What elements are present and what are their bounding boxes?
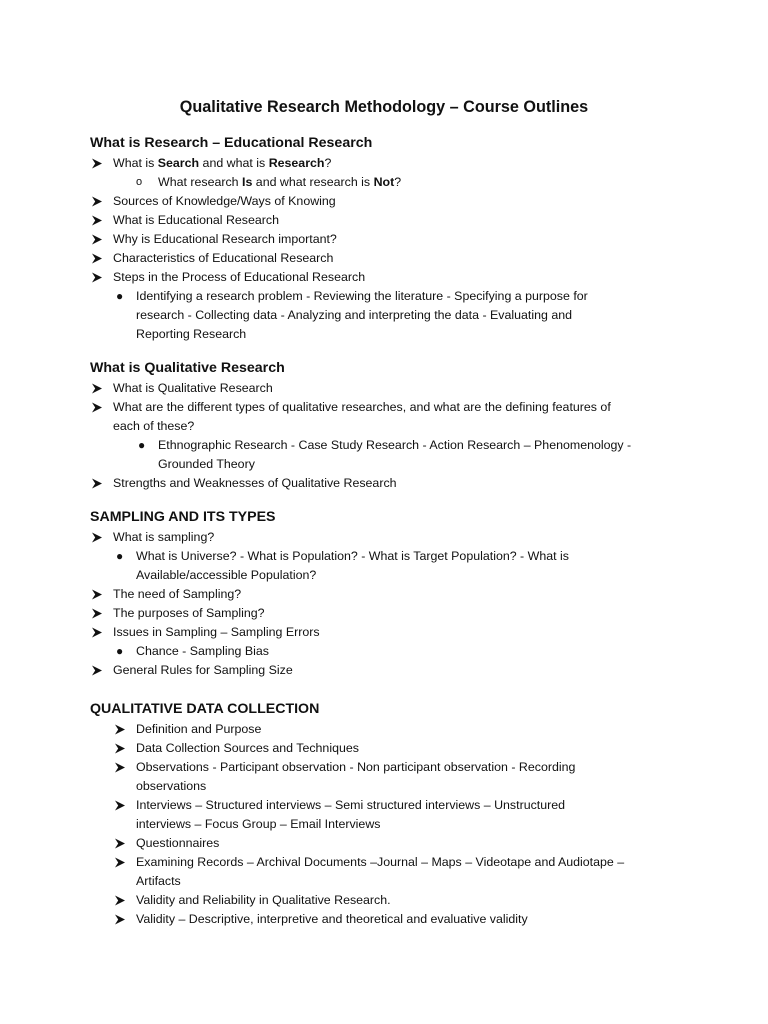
list-item: Interviews – Structured interviews – Semi structured interviews – Unstructured interviews – Focus Group – Email Interviews: [0, 796, 768, 834]
list-item: ● Identifying a research problem - Reviewing the literature - Specifying a purpose for research - Collecting data - Analyzing and interpreting the data - Evaluating and Reporting Research: [116, 289, 588, 341]
list-item: The need of Sampling?: [0, 585, 768, 604]
section-heading-sampling: SAMPLING AND ITS TYPES: [90, 509, 276, 525]
section-heading-research: What is Research – Educational Research: [90, 135, 373, 151]
arrowhead-bullet-icon: [114, 853, 126, 872]
research-list: [0, 154, 768, 344]
section-data-collection: [0, 699, 768, 929]
list-item: What is Search and what is Research?: [0, 154, 768, 173]
list-item: Examining Records – Archival Documents –Journal – Maps – Videotape and Audiotape – Artifacts: [0, 853, 768, 891]
list-item: Strengths and Weaknesses of Qualitative Research: [0, 474, 768, 493]
arrowhead-bullet-icon: [114, 739, 126, 758]
arrowhead-bullet-icon: [91, 661, 103, 680]
section-what-is-research: [0, 133, 768, 344]
round-bullet-icon: ●: [116, 644, 124, 658]
arrowhead-bullet-icon: [91, 379, 103, 398]
arrowhead-bullet-icon: [91, 192, 103, 211]
list-item: Sources of Knowledge/Ways of Knowing: [0, 192, 768, 211]
section-heading-qualitative: What is Qualitative Research: [90, 360, 285, 376]
list-item: ● Ethnographic Research - Case Study Research - Action Research – Phenomenology - Grounded Theory: [138, 438, 632, 471]
arrowhead-bullet-icon: [91, 211, 103, 230]
arrowhead-bullet-icon: [91, 249, 103, 268]
list-item: What is Educational Research: [0, 211, 768, 230]
hollow-circle-bullet-icon: o: [136, 176, 143, 188]
list-item: Characteristics of Educational Research: [0, 249, 768, 268]
section-heading-collection: QUALITATIVE DATA COLLECTION: [90, 701, 320, 717]
list-item: Issues in Sampling – Sampling Errors: [0, 623, 768, 642]
list-item: Steps in the Process of Educational Research: [0, 268, 768, 287]
list-item: What is Qualitative Research: [0, 379, 768, 398]
arrowhead-bullet-icon: [114, 834, 126, 853]
round-bullet-icon: ●: [116, 289, 124, 303]
arrowhead-bullet-icon: [114, 910, 126, 929]
round-bullet-icon: ●: [116, 549, 124, 563]
arrowhead-bullet-icon: [91, 623, 103, 642]
arrowhead-bullet-icon: [91, 604, 103, 623]
list-item: What is sampling?: [0, 528, 768, 547]
arrowhead-bullet-icon: [114, 758, 126, 777]
list-item: The purposes of Sampling?: [0, 604, 768, 623]
qualitative-list: [0, 379, 768, 493]
list-item: o What research Is and what research is Not?: [0, 173, 768, 192]
arrowhead-bullet-icon: [114, 891, 126, 910]
list-item: ● Chance - Sampling Bias: [0, 642, 768, 661]
collection-list: [0, 720, 768, 929]
arrowhead-bullet-icon: [114, 720, 126, 739]
list-item: What are the different types of qualitative researches, and what are the defining features of each of these?: [0, 398, 768, 436]
section-qualitative-research: [0, 358, 768, 493]
arrowhead-bullet-icon: [114, 796, 126, 815]
list-item: Validity and Reliability in Qualitative Research.: [0, 891, 768, 910]
list-item: Validity – Descriptive, interpretive and theoretical and evaluative validity: [0, 910, 768, 929]
list-item: Data Collection Sources and Techniques: [0, 739, 768, 758]
arrowhead-bullet-icon: [91, 474, 103, 493]
list-item: Why is Educational Research important?: [0, 230, 768, 249]
list-item: Observations - Participant observation - Non participant observation - Recording observations: [0, 758, 768, 796]
arrowhead-bullet-icon: [91, 268, 103, 287]
round-bullet-icon: ●: [138, 438, 146, 452]
document-title: Qualitative Research Methodology – Course Outlines: [179, 98, 589, 116]
list-item: Questionnaires: [0, 834, 768, 853]
list-item: ● What is Universe? - What is Population? - What is Target Population? - What is Available/accessible Population?: [116, 549, 569, 582]
arrowhead-bullet-icon: [91, 154, 103, 173]
sampling-list: [0, 528, 768, 680]
list-item: General Rules for Sampling Size: [0, 661, 768, 680]
arrowhead-bullet-icon: [91, 230, 103, 249]
list-item: Definition and Purpose: [0, 720, 768, 739]
arrowhead-bullet-icon: [91, 585, 103, 604]
arrowhead-bullet-icon: [91, 398, 103, 417]
section-sampling: [0, 507, 768, 680]
arrowhead-bullet-icon: [91, 528, 103, 547]
